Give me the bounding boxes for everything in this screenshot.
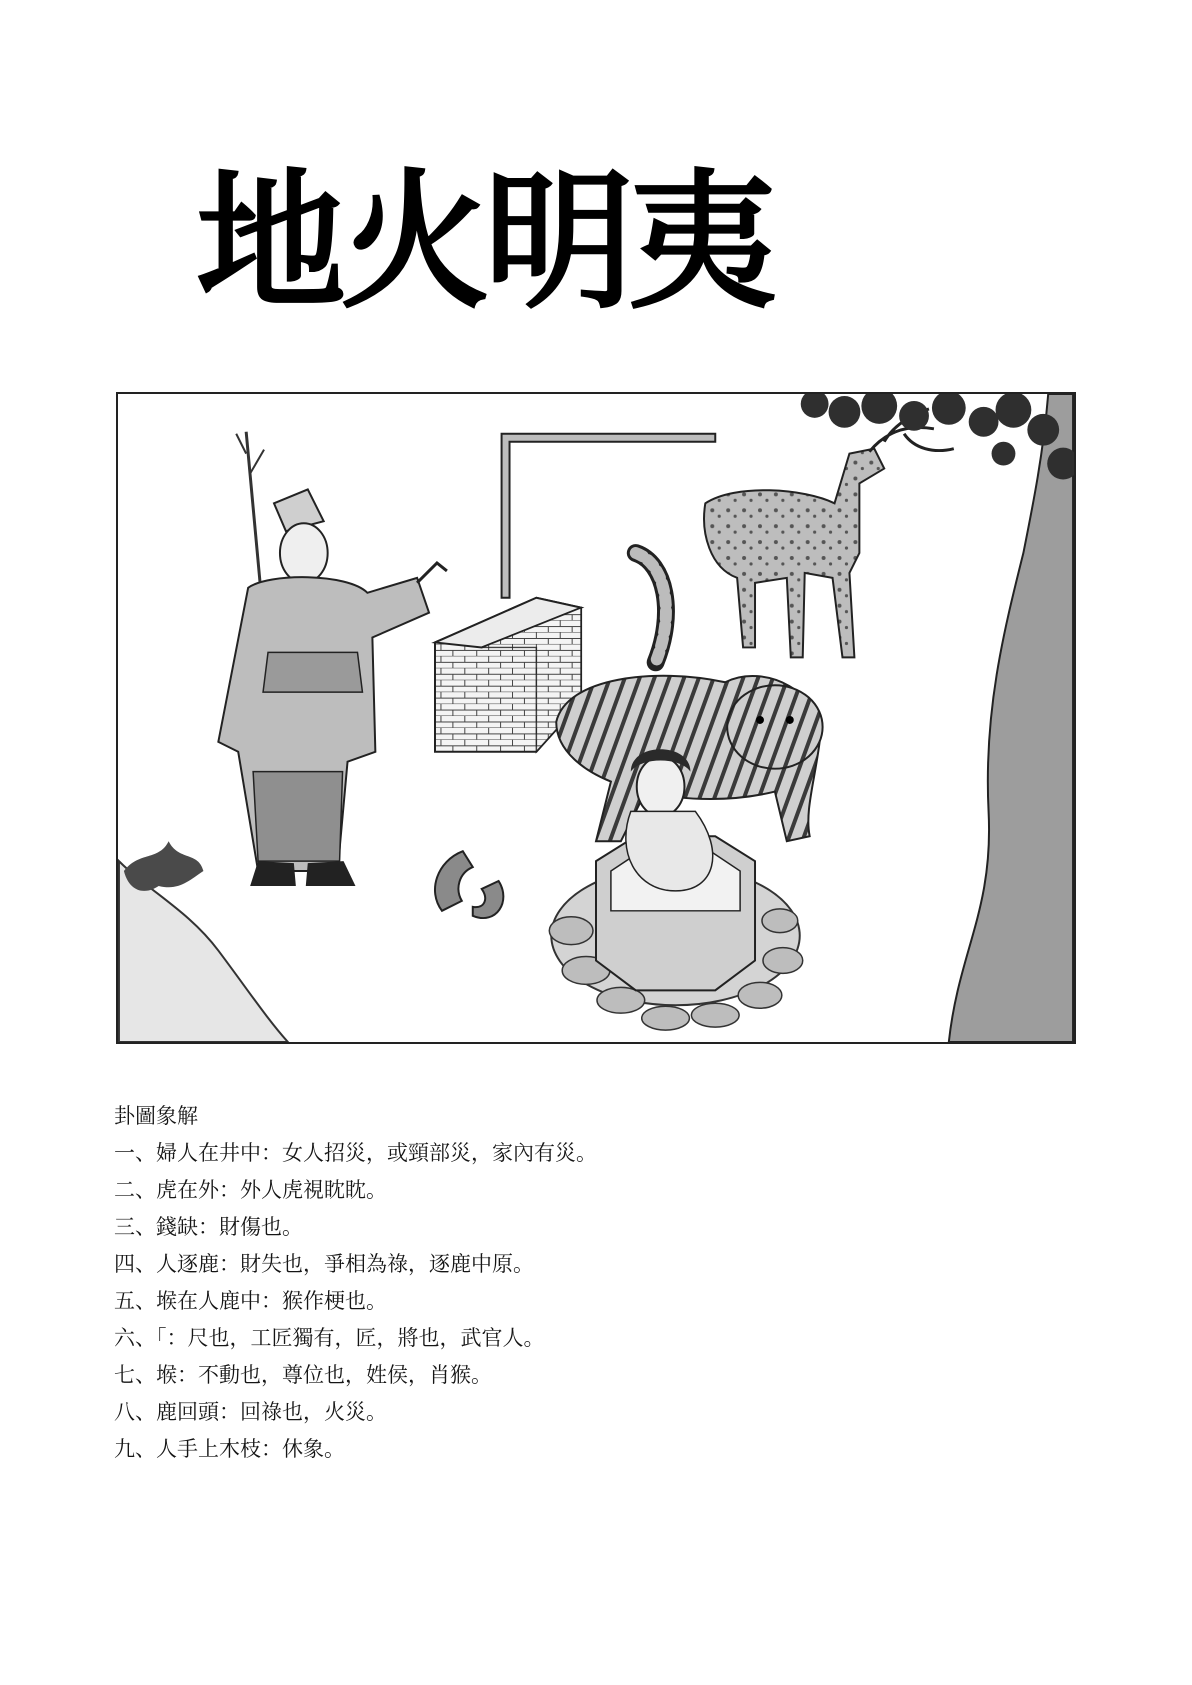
explanation-item: 二、虎在外：外人虎視眈眈。 bbox=[114, 1178, 387, 1202]
explanation-item: 四、人逐鹿：財失也，爭相為祿，逐鹿中原。 bbox=[114, 1252, 534, 1276]
explanation-item: 五、堠在人鹿中：猴作梗也。 bbox=[114, 1289, 387, 1313]
hexagram-illustration bbox=[116, 392, 1076, 1044]
explanation-heading: 卦圖象解 bbox=[114, 1104, 198, 1128]
broken-coin-icon bbox=[435, 851, 503, 918]
explanation-item: 三、錢缺：財傷也。 bbox=[114, 1215, 303, 1239]
hexagram-explanation bbox=[114, 1098, 1074, 1468]
tiger-icon bbox=[556, 553, 822, 841]
page-title: 地火明夷 bbox=[196, 156, 773, 330]
carpenter-square-icon bbox=[502, 434, 716, 598]
explanation-item: 七、堠：不動也，尊位也，姓侯，肖猴。 bbox=[114, 1363, 492, 1387]
explanation-item: 一、婦人在井中：女人招災，或頸部災，家內有災。 bbox=[114, 1141, 597, 1165]
official-figure-icon bbox=[218, 432, 447, 886]
deer-icon bbox=[704, 409, 954, 657]
explanation-item: 六、「：尺也，工匠獨有，匠，將也，武官人。 bbox=[114, 1326, 545, 1350]
explanation-item: 九、人手上木枝：休象。 bbox=[114, 1437, 345, 1461]
explanation-item: 八、鹿回頭：回祿也，火災。 bbox=[114, 1400, 387, 1424]
